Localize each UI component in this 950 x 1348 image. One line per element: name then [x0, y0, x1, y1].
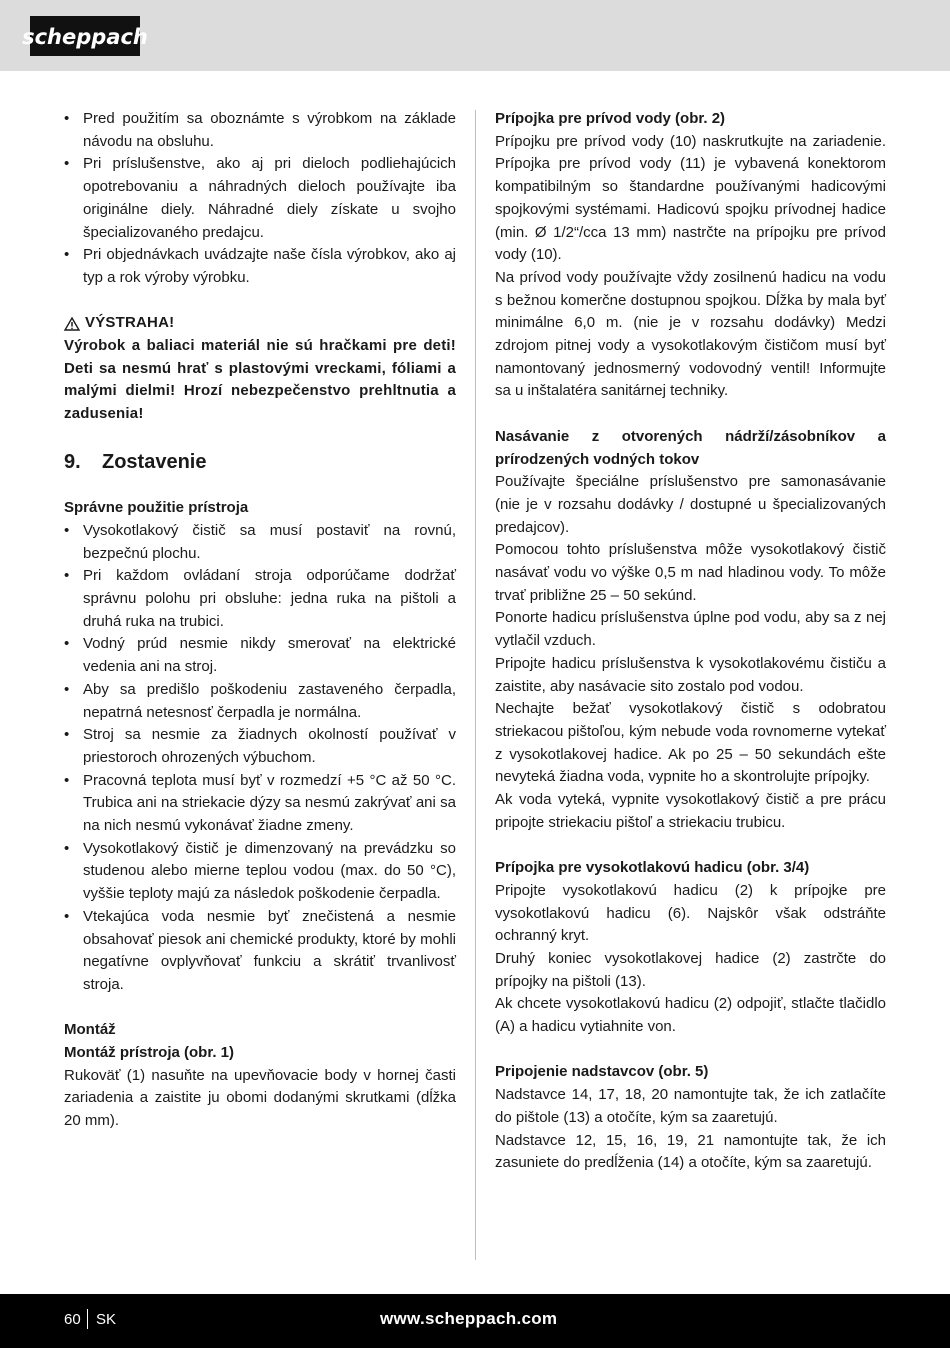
warning-text: Výrobok a baliaci materiál nie sú hračkami pre deti! Deti sa nesmú hrať s plastovými vreckami, fóliami a malými dielmi! Hrozí nebezpečenstvo prehltnutia a zadusenia!	[64, 337, 456, 423]
warning-box	[64, 312, 456, 426]
paragraph: Na prívod vody používajte vždy zosilnenú hadicu na vodu s bežnou komerčne dostupnou spojkou. Dĺžka by mala byť minimálne 6,0 m. (nie je v rozsahu dodávky) Medzi zdrojom pitnej vody a vysokotlakovým čističom musí byť namontovaný jednosmerný vodovodný ventil! Informujte sa u inštalatéra sanitárnej techniky.	[495, 268, 886, 400]
list-item: • Vysokotlakový čistič sa musí postaviť na rovnú, bezpečnú plochu.	[64, 520, 456, 565]
assembly-heading: Montáž	[64, 1021, 116, 1039]
list-item: • Stroj sa nesmie za žiadnych okolností používať v priestoroch ohrozených výbuchom.	[64, 724, 456, 769]
list-item: • Vodný prúd nesmie nikdy smerovať na elektrické vedenia ani na stroj.	[64, 633, 456, 678]
paragraph: Prípojku pre prívod vody (10) naskrutkujte na zariadenie. Prípojka pre prívod vody (11) je vybavená konektorom kompatibilným so štandardne používanými hadicovými spojkovými systémami. Hadicovú spojku prívodnej hadice (min. Ø 1/2“/cca 13 mm) nastrčte na prípojku pre prívod vody (10).	[495, 132, 886, 264]
paragraph: Pomocou tohto príslušenstva môže vysokotlakový čistič nasávať vodu vo výške 0,5 m nad hladinou vody. To môže trvať približne 25 – 50 sekúnd.	[495, 541, 886, 604]
list-item: • Pracovná teplota musí byť v rozmedzí +5 °C až 50 °C. Trubica ani na striekacie dýzy sa nesmú zakrývať ani sa na nich nesmú vykonávať žiadne zmeny.	[64, 770, 456, 838]
paragraph: Pripojte vysokotlakovú hadicu (2) k prípojke pre vysokotlakovú hadicu (6). Najskôr však odstráňte ochranný kryt.	[495, 881, 886, 945]
assembly-sub-heading: Montáž prístroja (obr. 1)	[64, 1044, 235, 1062]
section-number: 9.	[64, 450, 81, 473]
spacer	[495, 834, 886, 857]
paragraph: Nadstavce 14, 17, 18, 20 namontujte tak, že ich zatlačíte do pištole (13) a otočíte, kým sa zaaretujú.	[495, 1086, 886, 1126]
list-item: • Pri každom ovládaní stroja odporúčame dodržať správnu polohu pri obsluhe: jedna ruka na pištoli a druhá ruka na trubici.	[64, 565, 456, 633]
spacer	[64, 475, 456, 498]
column-divider	[475, 110, 476, 1260]
high-pressure-hose-heading: Prípojka pre vysokotlakovú hadicu (obr. 3/4)	[495, 859, 810, 877]
list-item: • Vysokotlakový čistič je dimenzovaný na prevádzku so studenou alebo mierne teplou vodou (max. do 50 °C), vyššie teploty majú za následok poškodenie čerpadla.	[64, 838, 456, 906]
page-header	[0, 0, 950, 71]
warning-triangle-icon	[64, 317, 80, 331]
left-column	[64, 108, 456, 1133]
warning-title-text: VÝSTRAHA!	[85, 314, 175, 332]
website-link[interactable]: www.scheppach.com	[380, 1309, 558, 1328]
proper-use-bullet-list	[64, 520, 456, 997]
svg-text:scheppach: scheppach	[22, 25, 148, 49]
brand-logo	[22, 16, 148, 56]
section-title: Zostavenie	[102, 450, 207, 473]
paragraph: Ak voda vyteká, vypnite vysokotlakový čistič a pre prácu pripojte striekaciu pištoľ a striekaciu trubicu.	[495, 791, 886, 831]
paragraph: Druhý koniec vysokotlakovej hadice (2) zastrčte do prípojky na pištoli (13).	[495, 949, 886, 990]
list-item: • Pri príslušenstve, ako aj pri dieloch podliehajúcich opotrebovaniu a náhradných dieloch používajte iba originálne diely. Náhradné diely získate u svojho špecializovaného predajcu.	[64, 153, 456, 244]
list-item: • Pri objednávkach uvádzajte naše čísla výrobkov, ako aj typ a rok výroby výrobku.	[64, 244, 456, 289]
warning-title	[64, 312, 456, 335]
assembly-text: Rukoväť (1) nasuňte na upevňovacie body v hornej časti zariadenia a zaistite ju obomi dodanými skrutkami (dĺžka 20 mm).	[64, 1066, 456, 1130]
proper-use-heading: Správne použitie prístroja	[64, 499, 249, 517]
water-supply-heading: Prípojka pre prívod vody (obr. 2)	[495, 110, 726, 127]
list-item: • Pred použitím sa oboznámte s výrobkom na základe návodu na obsluhu.	[64, 108, 456, 153]
spacer	[495, 403, 886, 426]
footer-separator	[87, 1309, 88, 1329]
spacer	[64, 426, 456, 449]
intro-bullet-list	[64, 108, 456, 290]
list-item: • Vtekajúca voda nesmie byť znečistená a nesmie obsahovať piesok ani chemické produkty, ktoré by mohli negatívne ovplyvňovať funkciu a skrátiť trvanlivosť stroja.	[64, 906, 456, 997]
spacer	[64, 997, 456, 1020]
paragraph: Nadstavce 12, 15, 16, 19, 21 namontujte tak, že ich zasuniete do predĺženia (14) a otočíte, kým sa zaaretujú.	[495, 1131, 886, 1172]
paragraph: Používajte špeciálne príslušenstvo pre samonasávanie (nie je v rozsahu dodávky / dostupné u špecializovaných predajcov).	[495, 473, 886, 536]
paragraph: Nechajte bežať vysokotlakový čistič s odobratou striekacou pištoľou, kým nebude voda rovnomerne vytekať z vysokotlakovej hadice. Ak po 25 – 50 sekundách ešte nevyteká žiadna voda, vypnite ho a skontrolujte prípojky.	[495, 700, 886, 786]
list-item: • Aby sa predišlo poškodeniu zastaveného čerpadla, nepatrná netesnosť čerpadla je normálna.	[64, 679, 456, 724]
page-number: 60	[64, 1311, 81, 1328]
paragraph: Ponorte hadicu príslušenstva úplne pod vodu, aby sa z nej vytlačil vzduch.	[495, 609, 886, 650]
suction-heading: Nasávanie z otvorených nádrží/zásobníkov a prírodzených vodných tokov	[495, 427, 886, 468]
paragraph: Pripojte hadicu príslušenstva k vysokotlakovému čističu a zaistite, aby nasávacie sito zostalo pod vodou.	[495, 654, 886, 695]
spacer	[495, 1039, 886, 1062]
page-footer	[0, 1294, 950, 1348]
section-heading	[64, 449, 456, 475]
spacer	[64, 290, 456, 313]
right-column	[495, 108, 886, 1175]
paragraph: Ak chcete vysokotlakovú hadicu (2) odpojiť, stlačte tlačidlo (A) a hadicu vytiahnite von.	[495, 995, 886, 1036]
language-code: SK	[96, 1311, 117, 1328]
nozzle-heading: Pripojenie nadstavcov (obr. 5)	[495, 1063, 709, 1081]
